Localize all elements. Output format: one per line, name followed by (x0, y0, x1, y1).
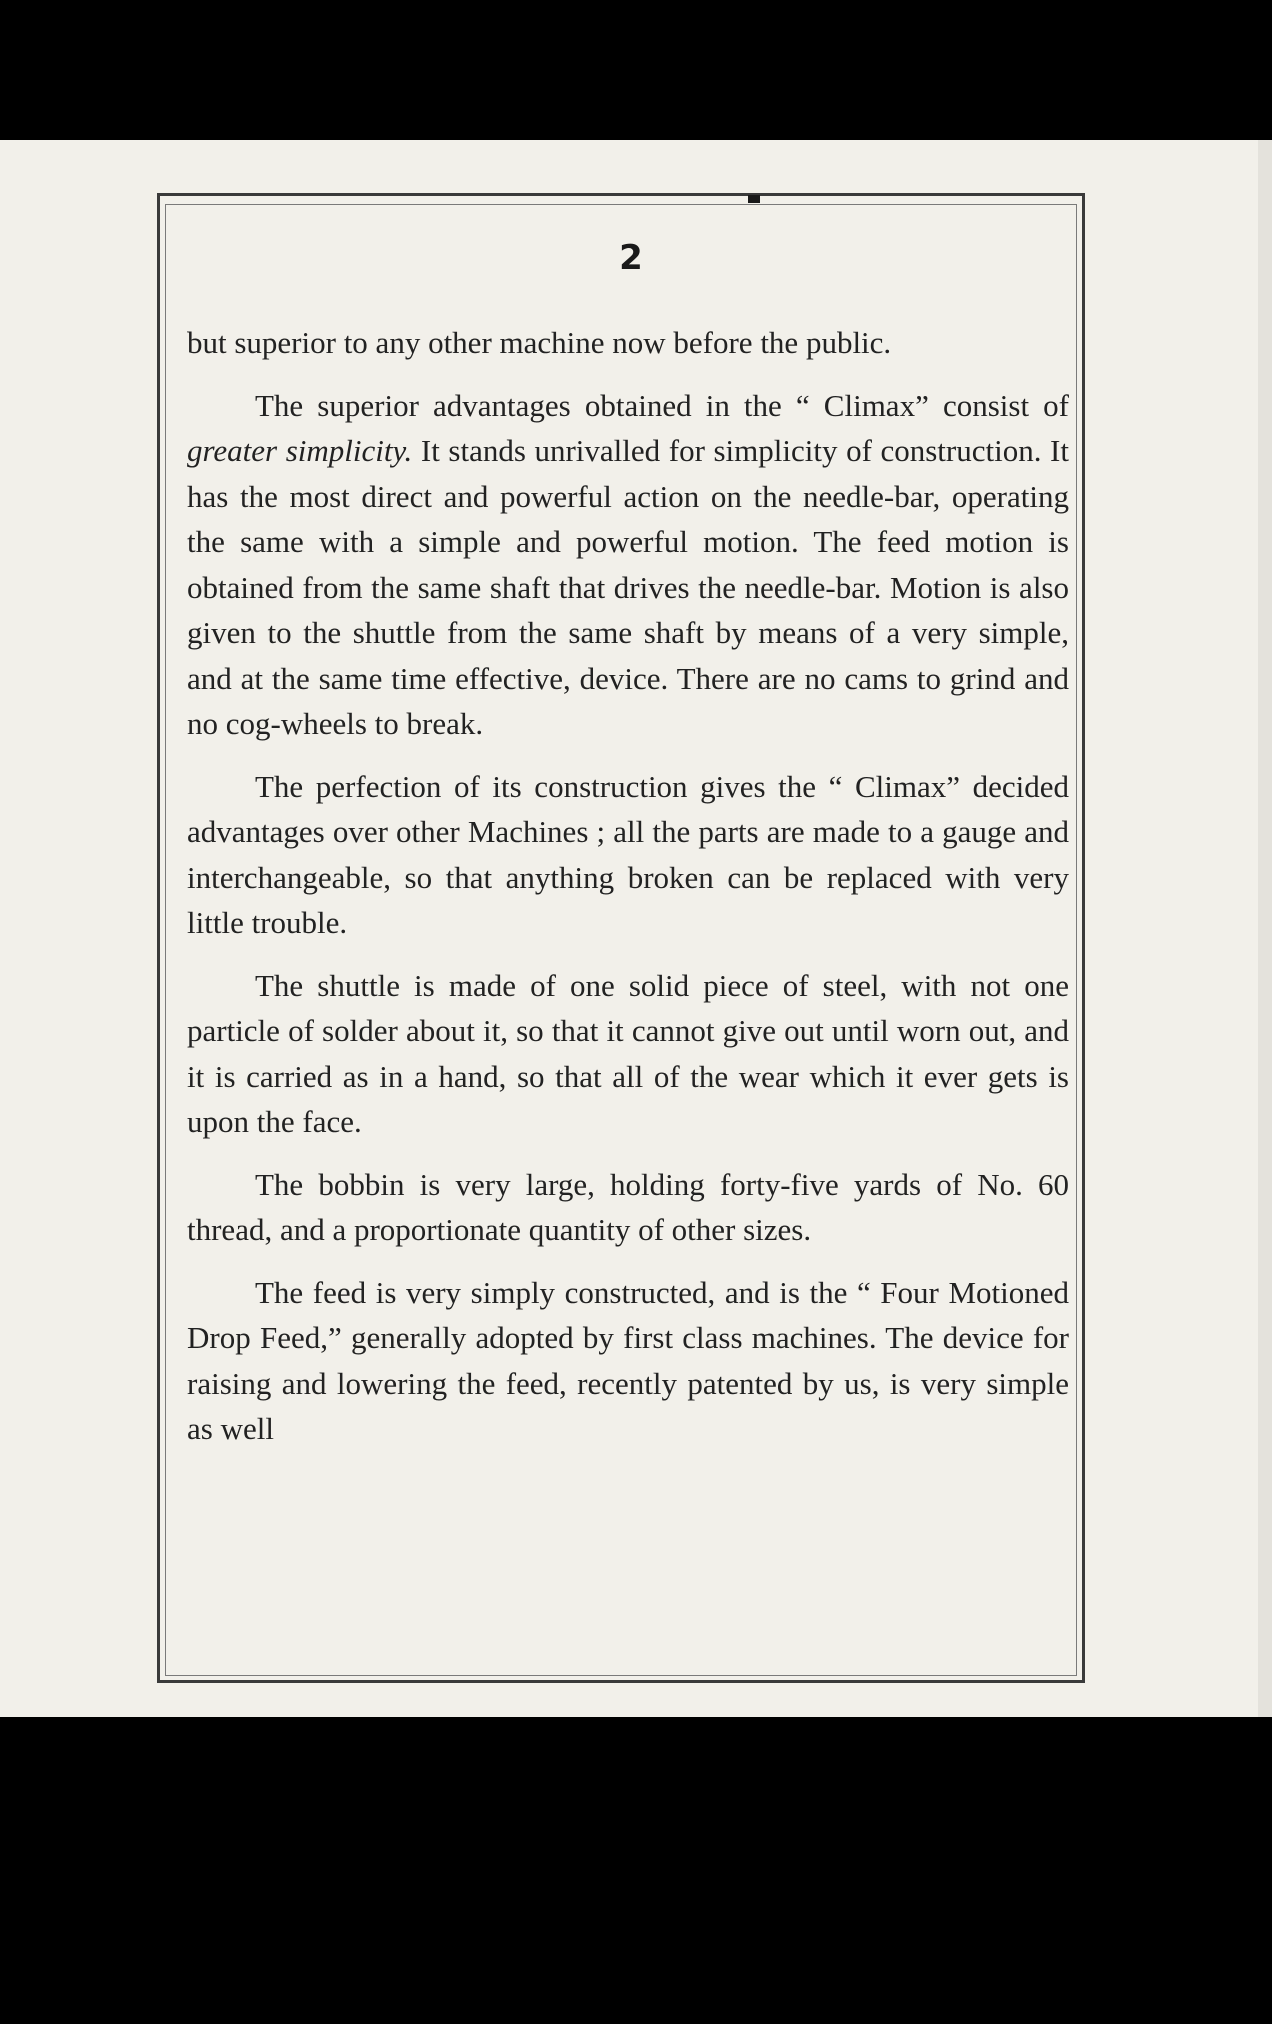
border-ornament (748, 195, 760, 203)
paragraph (187, 1162, 1069, 1253)
page-edge (1258, 140, 1272, 1717)
paragraph-text: It stands unrivalled for simplicity of construction. It has the most direct and powerful action on the needle-bar, operating the same with a simple and powerful motion. The feed motion is obtained from the same shaft that drives the needle-bar. Motion is also given to the shuttle from the same shaft by means of a very simple, and at the same time effective, device. There are no cams to grind and no cog-wheels to break. (187, 433, 1069, 741)
paragraph-text: The perfection of its construction gives the “ Climax” decided advantages over other Machines ; all the parts are made to a gauge and interchangeable, so that anything broken can be replaced with very little trouble. (187, 768, 1069, 940)
paragraph (187, 320, 1069, 366)
page-number: 2 (619, 238, 643, 278)
paragraph-text: The superior advantages obtained in the “ Climax” consist of (255, 387, 1069, 423)
paragraph (187, 764, 1069, 946)
paragraph-text: The shuttle is made of one solid piece of steel, with not one particle of solder about it, so that it cannot give out until worn out, and it is carried as in a hand, so that all of the wear which it ever gets is upon the face. (187, 967, 1069, 1139)
body-text (187, 320, 1069, 1469)
paragraph (187, 1270, 1069, 1452)
paragraph-text: but superior to any other machine now before the public. (187, 325, 892, 360)
emphasis-text: greater simplicity. (187, 433, 413, 468)
paragraph (187, 383, 1069, 747)
paragraph-text: The bobbin is very large, holding forty-five yards of No. 60 thread, and a proportionate quantity of other sizes. (187, 1166, 1069, 1247)
paragraph (187, 963, 1069, 1145)
paragraph-text: The feed is very simply constructed, and is the “ Four Motioned Drop Feed,” generally adopted by first class machines. The device for raising and lowering the feed, recently patented by us, is very simple as well (187, 1274, 1069, 1446)
